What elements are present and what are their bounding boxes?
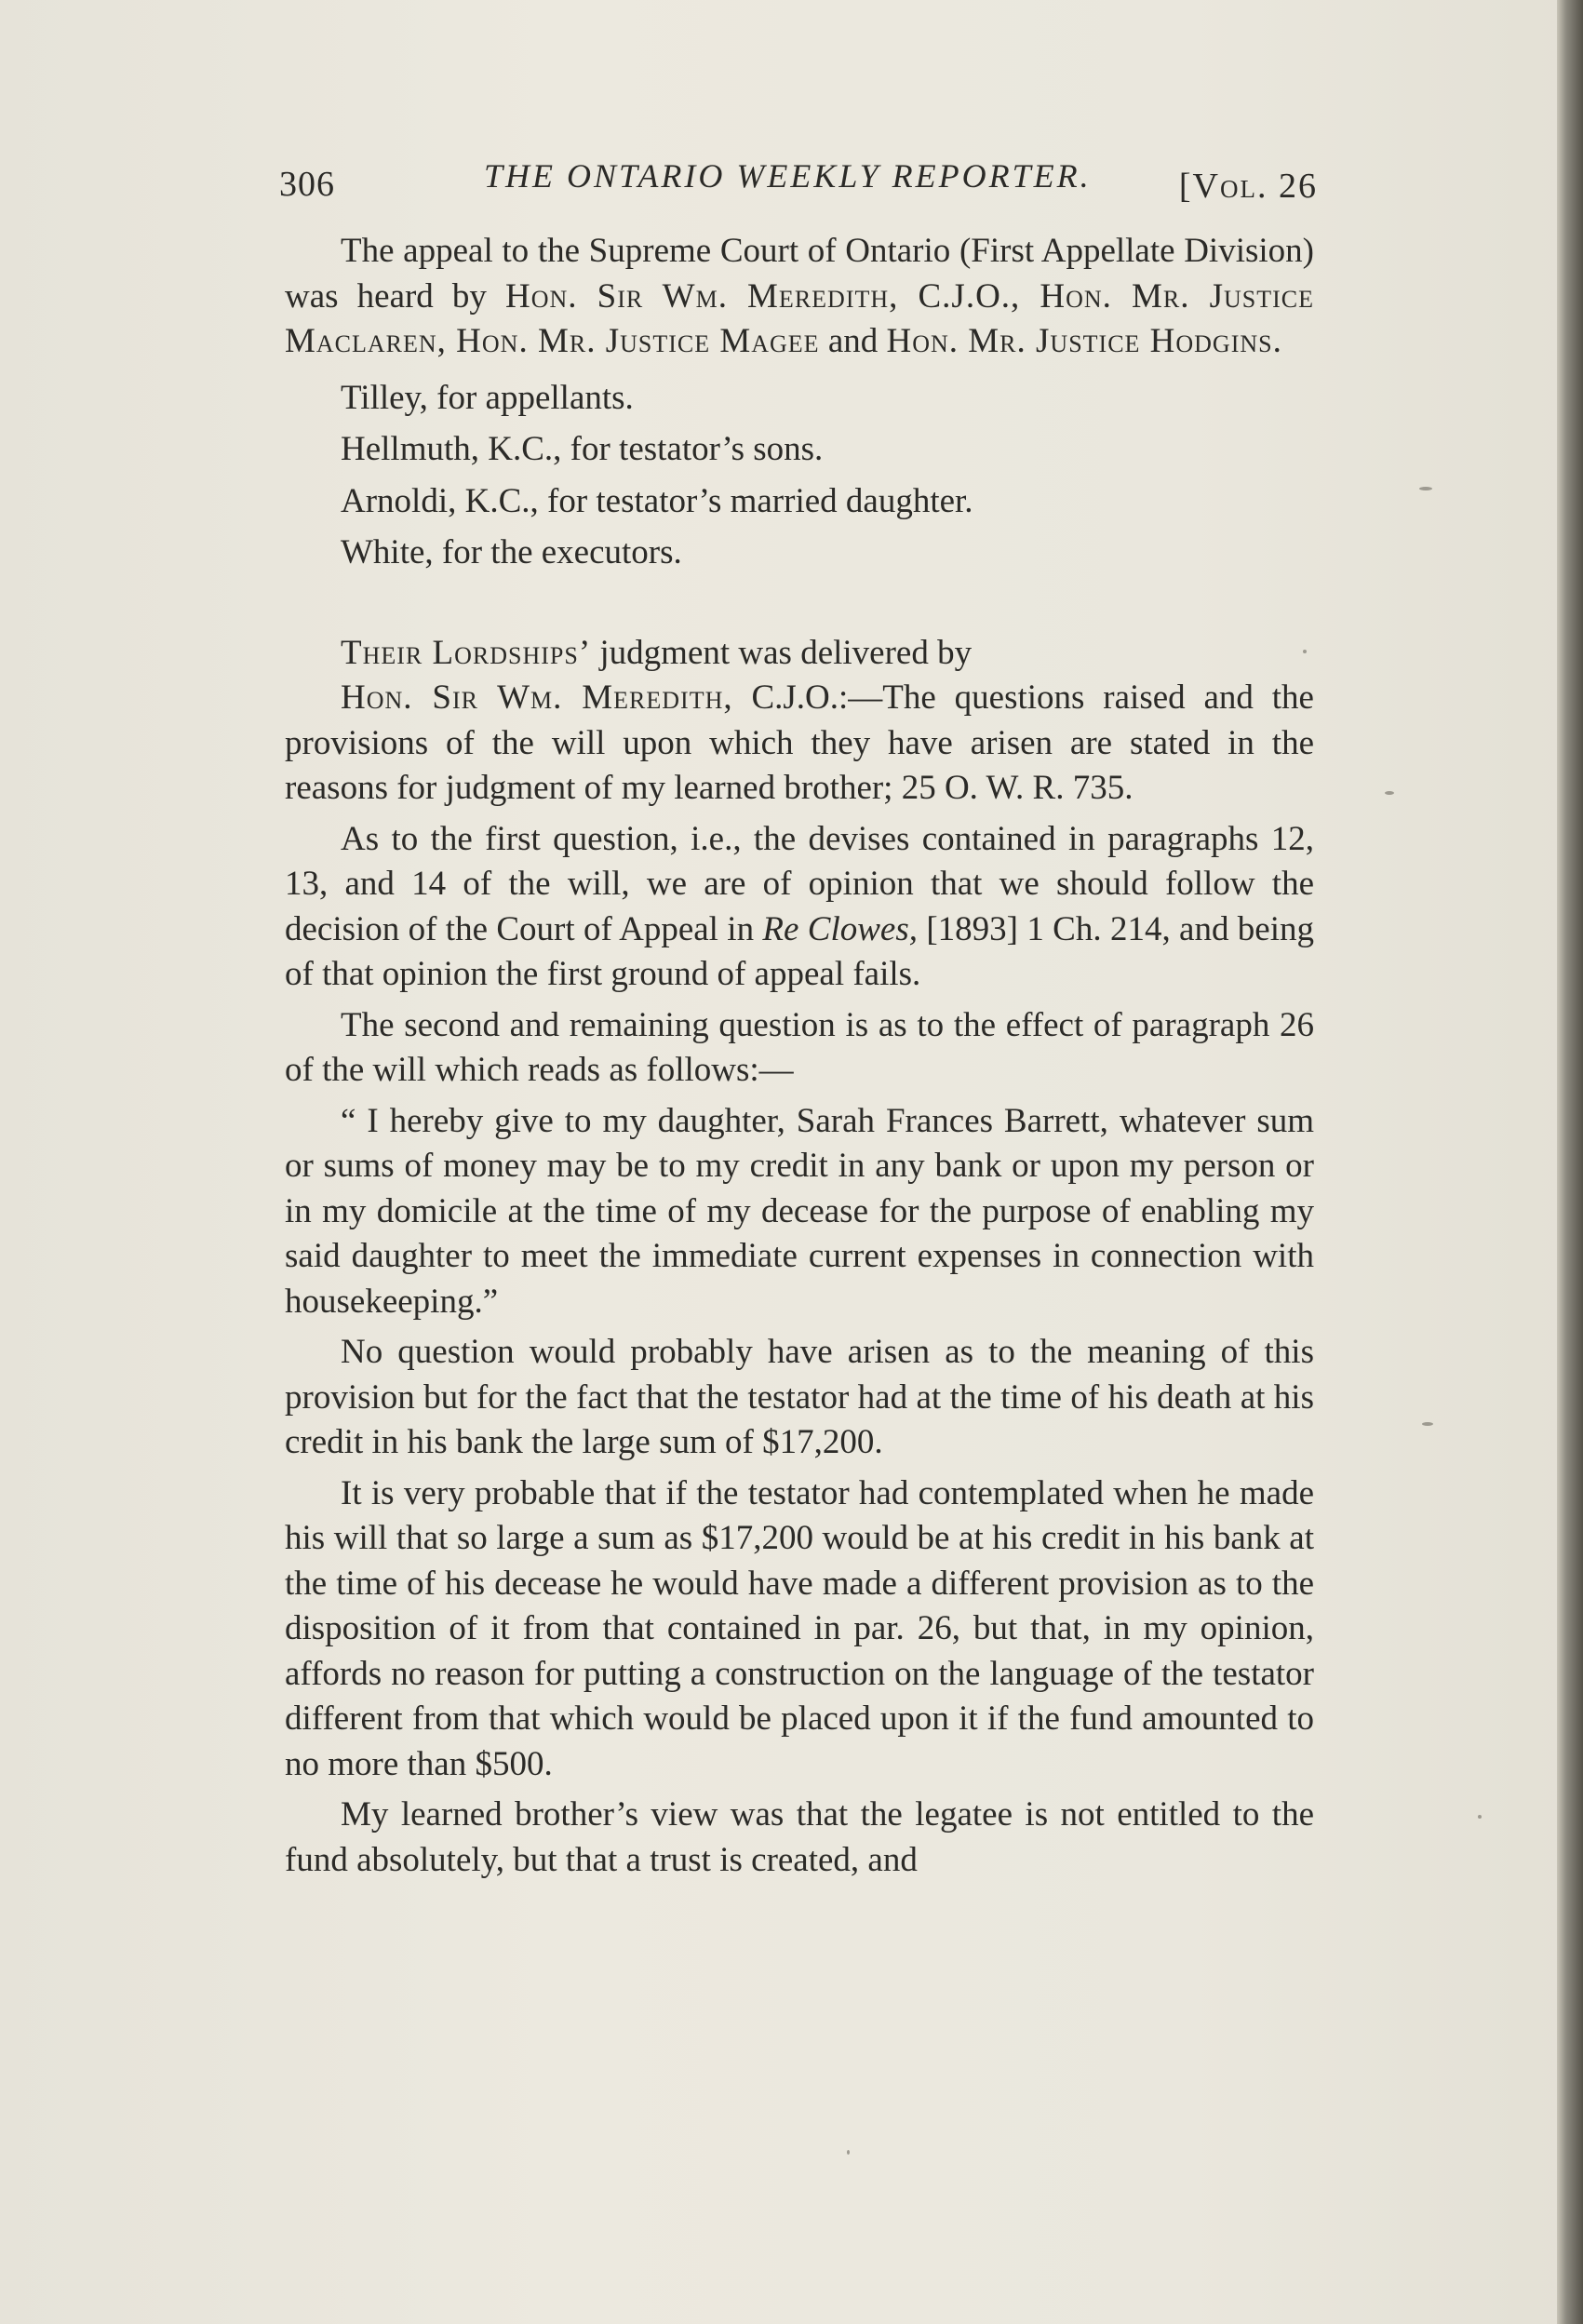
will-quotation: “ I hereby give to my daughter, Sarah Frances Barrett, whatever sum or sums of money may be to my credit in any bank or upon my person or in my domicile at the time of my decease for the purpose of enabling my said daughter to meet the immediate current expenses in connection with housekeeping.” (285, 1101, 1314, 1321)
page-edge-shadow (1557, 0, 1583, 2324)
lordships-label: Their Lordships’ (341, 633, 592, 672)
bench-end: . (1272, 322, 1281, 360)
bench-and: and (819, 322, 887, 360)
counsel-list (285, 376, 1314, 576)
first-question-end: [1893] 1 Ch. 214, and being of that opinion the first ground of appeal fails. (285, 909, 1315, 993)
judgment-opening-paragraph (285, 676, 1314, 812)
section-gap (285, 583, 1314, 631)
counsel-line: Arnoldi, K.C., for testator’s married daughter. (341, 481, 973, 520)
bench-last-name: Hon. Mr. Justice Hodgins (886, 322, 1273, 360)
first-question-paragraph (285, 817, 1314, 998)
counsel-line: Hellmuth, K.C., for testator’s sons. (341, 430, 824, 468)
probability-paragraph: It is very probable that if the testator had contemplated when he made his will that so large a sum as $17,200 would be at his credit in his bank at the time of his decease he would have made a different provision as to the disposition of it from that contained in par. 26, but that, in my opinion, affords no reason for putting a construction on the language of the testator different from that which would be placed upon it if the fund amounted to no more than $500. (285, 1473, 1314, 1783)
appeal-heard-text: The appeal to the Supreme Court of Ontario (First Appellate Division) was heard by (285, 232, 1314, 316)
delivered-by-text: judgment was delivered by (591, 633, 973, 672)
judge-name: Hon. Sir Wm. Meredith, (341, 678, 733, 717)
judgment-delivered-line (285, 631, 1314, 677)
meaning-paragraph: No question would probably have arisen as to the meaning of this provision but for the fact that the testator had at the time of his death at his credit in his bank the large sum of $17,200. (285, 1333, 1314, 1461)
counsel-line: Tilley, for appellants. (341, 378, 634, 417)
judgment-opening-text: C.J.O.:—The questions raised and the provisions of the will upon which they have arisen are stated in the reasons for judgment of my learned brother; 25 O. W. R. 735. (285, 678, 1314, 807)
first-question-text: As to the first question, i.e., the devises contained in paragraphs 12, 13, and 14 of the will, we are of opinion that we should follow the decision of the Court of Appeal in (285, 819, 1314, 948)
running-title: THE ONTARIO WEEKLY REPORTER. (484, 157, 1092, 195)
learned-brother-paragraph: My learned brother’s view was that the legatee is not entitled to the fund absolutely, but that a trust is created, and (285, 1795, 1314, 1879)
page-number: 306 (279, 165, 335, 204)
second-question-paragraph: The second and remaining question is as to the effect of paragraph 26 of the will which reads as follows:— (285, 1005, 1314, 1089)
counsel-line: White, for the executors. (341, 533, 682, 571)
page-body (285, 229, 1314, 1883)
appeal-heard-paragraph (285, 229, 1314, 365)
bench-names: Hon. Sir Wm. Meredith, C.J.O., Hon. Mr. Justice Maclaren, Hon. Mr. Justice Magee (285, 276, 1314, 360)
volume-label: [Vol. 26 (1178, 167, 1318, 206)
case-name: Re Clowes, (762, 909, 918, 948)
page-header (279, 156, 1321, 206)
